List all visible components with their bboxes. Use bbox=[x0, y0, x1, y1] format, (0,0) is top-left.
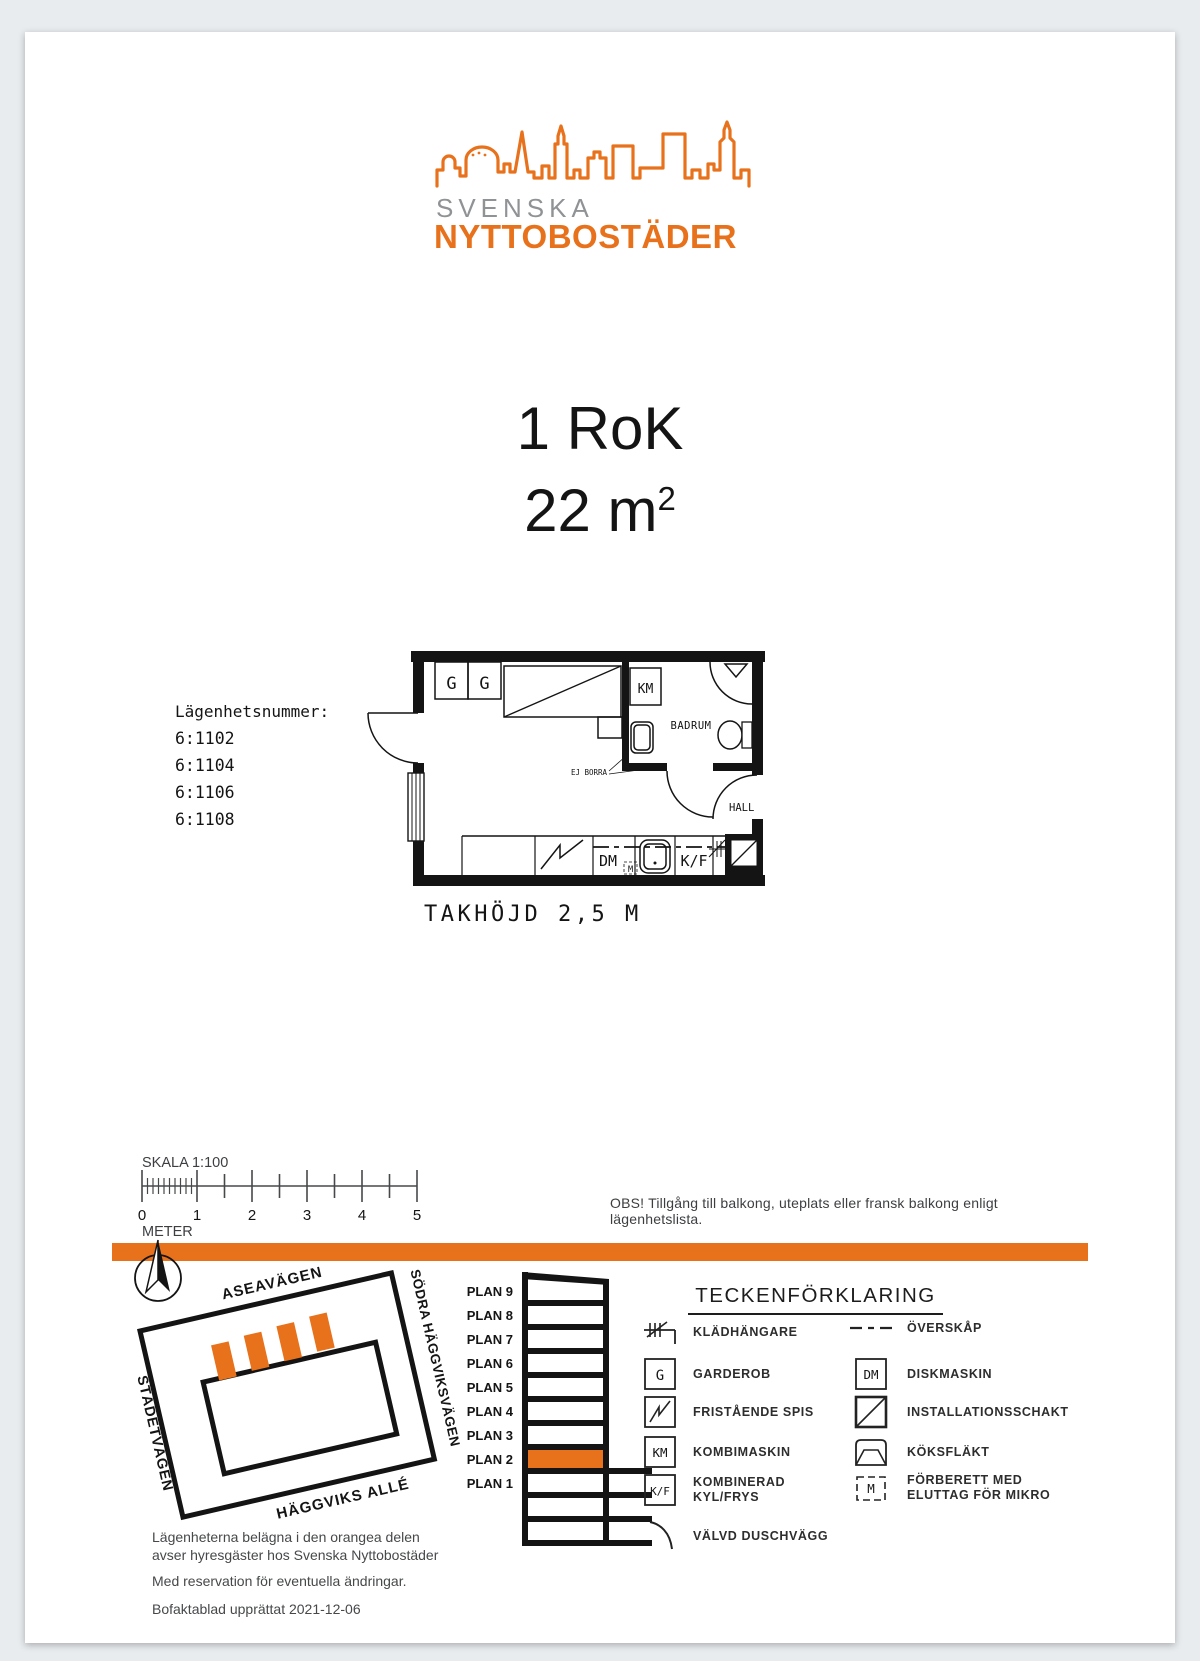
legend-item: FRISTÅENDE SPIS bbox=[640, 1394, 814, 1430]
scale-label: SKALA 1:100 bbox=[142, 1155, 229, 1171]
legend-item: K/F KOMBINERAD KYL/FRYS bbox=[640, 1472, 813, 1508]
legend-item: KÖKSFLÄKT bbox=[848, 1434, 989, 1470]
skyline-logo-icon bbox=[433, 106, 763, 194]
kitchen-fan-icon bbox=[848, 1434, 894, 1470]
dishwasher-icon bbox=[848, 1356, 894, 1392]
legend-item: G GARDEROB bbox=[640, 1356, 771, 1392]
floor-label: PLAN 4 bbox=[466, 1404, 513, 1419]
ruler-tick-label: 2 bbox=[247, 1207, 257, 1224]
floor-label: PLAN 8 bbox=[466, 1308, 513, 1323]
building-elevation bbox=[437, 1266, 652, 1551]
legend-item: DM DISKMASKIN bbox=[848, 1356, 992, 1392]
ruler-tick-label: 1 bbox=[192, 1207, 202, 1224]
brand-name-line2: NYTTOBOSTÄDER bbox=[434, 218, 737, 255]
highlighted-floor bbox=[528, 1450, 603, 1468]
hall-label: HALL bbox=[729, 802, 755, 814]
bathroom bbox=[622, 662, 755, 817]
roof bbox=[522, 1272, 609, 1285]
apartment-number: 6:1102 bbox=[175, 729, 235, 748]
apartment-number: 6:1108 bbox=[175, 810, 235, 829]
floor-label: PLAN 3 bbox=[466, 1428, 513, 1443]
legend-item: KM KOMBIMASKIN bbox=[640, 1434, 791, 1470]
ruler-tick-label: 0 bbox=[137, 1207, 147, 1224]
scale-unit-label: METER bbox=[142, 1224, 193, 1240]
svg-text:KM: KM bbox=[652, 1445, 668, 1460]
legend-title: TECKENFÖRKLARING bbox=[688, 1284, 943, 1315]
balcony-note: OBS! Tillgång till balkong, uteplats eller fransk balkong enligt lägenhetslista. bbox=[610, 1195, 998, 1227]
dishwasher-label: DM bbox=[598, 852, 618, 870]
window bbox=[408, 773, 424, 841]
compass-icon bbox=[135, 1240, 181, 1301]
shower-wall-arc bbox=[710, 662, 752, 704]
street-name-top: ASEAVÄGEN bbox=[220, 1263, 325, 1304]
legend-item: ÖVERSKÅP bbox=[848, 1318, 982, 1338]
legend-item: KLÄDHÄNGARE bbox=[640, 1318, 798, 1346]
wardrobe-label: G bbox=[446, 674, 457, 694]
legend-item: INSTALLATIONSSCHAKT bbox=[848, 1394, 1069, 1430]
scale-ruler bbox=[130, 1168, 430, 1232]
apartment-number: 6:1104 bbox=[175, 756, 235, 775]
floor-label: PLAN 2 bbox=[466, 1452, 513, 1467]
shower-drain-icon bbox=[725, 664, 747, 677]
floor-label: PLAN 7 bbox=[466, 1332, 513, 1347]
street-name-bottom: HÄGGVIKS ALLÉ bbox=[274, 1475, 411, 1523]
micro-outlet-label: M bbox=[627, 865, 634, 875]
wardrobe-icon bbox=[640, 1356, 680, 1392]
legend-item: VÄLVD DUSCHVÄGG bbox=[640, 1518, 828, 1554]
micro-outlet-icon bbox=[848, 1470, 894, 1506]
wardrobes bbox=[435, 662, 501, 699]
fridge-freezer-icon bbox=[640, 1472, 680, 1508]
ruler-tick-label: 3 bbox=[302, 1207, 312, 1224]
wardrobe-label: G bbox=[479, 674, 490, 694]
svg-text:K/F: K/F bbox=[650, 1485, 670, 1498]
floor-label: PLAN 9 bbox=[466, 1284, 513, 1299]
curved-shower-wall-icon bbox=[640, 1518, 680, 1554]
title-area-sup: 2 bbox=[657, 480, 676, 517]
installation-shaft-icon bbox=[848, 1394, 894, 1430]
floor-label: PLAN 6 bbox=[466, 1356, 513, 1371]
apartment-title bbox=[450, 394, 750, 546]
highlighted-building-sections bbox=[210, 1313, 336, 1381]
street-name-left: STÄDETVÄGEN bbox=[133, 1374, 176, 1494]
kitchen-counter bbox=[462, 836, 727, 875]
floor-label: PLAN 1 bbox=[466, 1476, 513, 1491]
svg-text:M: M bbox=[867, 1481, 875, 1496]
coat-hanger-icon bbox=[709, 840, 726, 857]
fridge-freezer-label: K/F bbox=[680, 852, 708, 870]
footer-note-reservation: Med reservation för eventuella ändringar. bbox=[152, 1573, 407, 1589]
washer-label: KM bbox=[637, 682, 654, 697]
apartment-list-label: Lägenhetsnummer: bbox=[175, 702, 330, 721]
title-rooms: 1 RoK bbox=[516, 395, 684, 462]
toilet bbox=[718, 721, 742, 749]
bed bbox=[504, 666, 622, 738]
svg-text:EJ BORRA: EJ BORRA bbox=[570, 768, 608, 777]
stove-icon bbox=[640, 1394, 680, 1430]
ceiling-height-note: TAKHÖJD 2,5 M bbox=[424, 902, 642, 927]
svg-text:DM: DM bbox=[863, 1367, 879, 1382]
bathroom-door-arc bbox=[667, 771, 713, 817]
apartment-number: 6:1106 bbox=[175, 783, 235, 802]
svg-text:G: G bbox=[655, 1368, 665, 1384]
footer-note-date: Bofaktablad upprättat 2021-12-06 bbox=[152, 1601, 361, 1617]
overhead-cabinet-icon bbox=[848, 1318, 894, 1338]
washer-icon bbox=[640, 1434, 680, 1470]
stove-icon bbox=[541, 840, 583, 869]
floor-label: PLAN 5 bbox=[466, 1380, 513, 1395]
legend-item: M FÖRBERETT MED ELUTTAG FÖR MIKRO bbox=[848, 1470, 1057, 1506]
hall bbox=[713, 775, 757, 819]
brand-name-line1: SVENSKA bbox=[436, 193, 594, 223]
ruler-tick-label: 4 bbox=[357, 1207, 367, 1224]
bathroom-label: BADRUM bbox=[670, 720, 712, 732]
ruler-tick-label: 5 bbox=[412, 1207, 422, 1224]
ground-line bbox=[522, 1540, 652, 1546]
street-name-right: SÖDRA HÄGGVIKSVÄGEN bbox=[407, 1267, 463, 1449]
installation-shaft bbox=[725, 834, 763, 875]
footer-note-location: Lägenheterna belägna i den orangea delen avser hyresgäster hos Svenska Nyttobostäder bbox=[152, 1529, 439, 1563]
site-map bbox=[100, 1236, 480, 1546]
floorplan-drawing bbox=[348, 646, 768, 891]
balcony-door bbox=[368, 713, 418, 763]
title-area: 22 $m^2$ bbox=[524, 477, 676, 544]
coat-hanger-icon bbox=[640, 1318, 680, 1346]
